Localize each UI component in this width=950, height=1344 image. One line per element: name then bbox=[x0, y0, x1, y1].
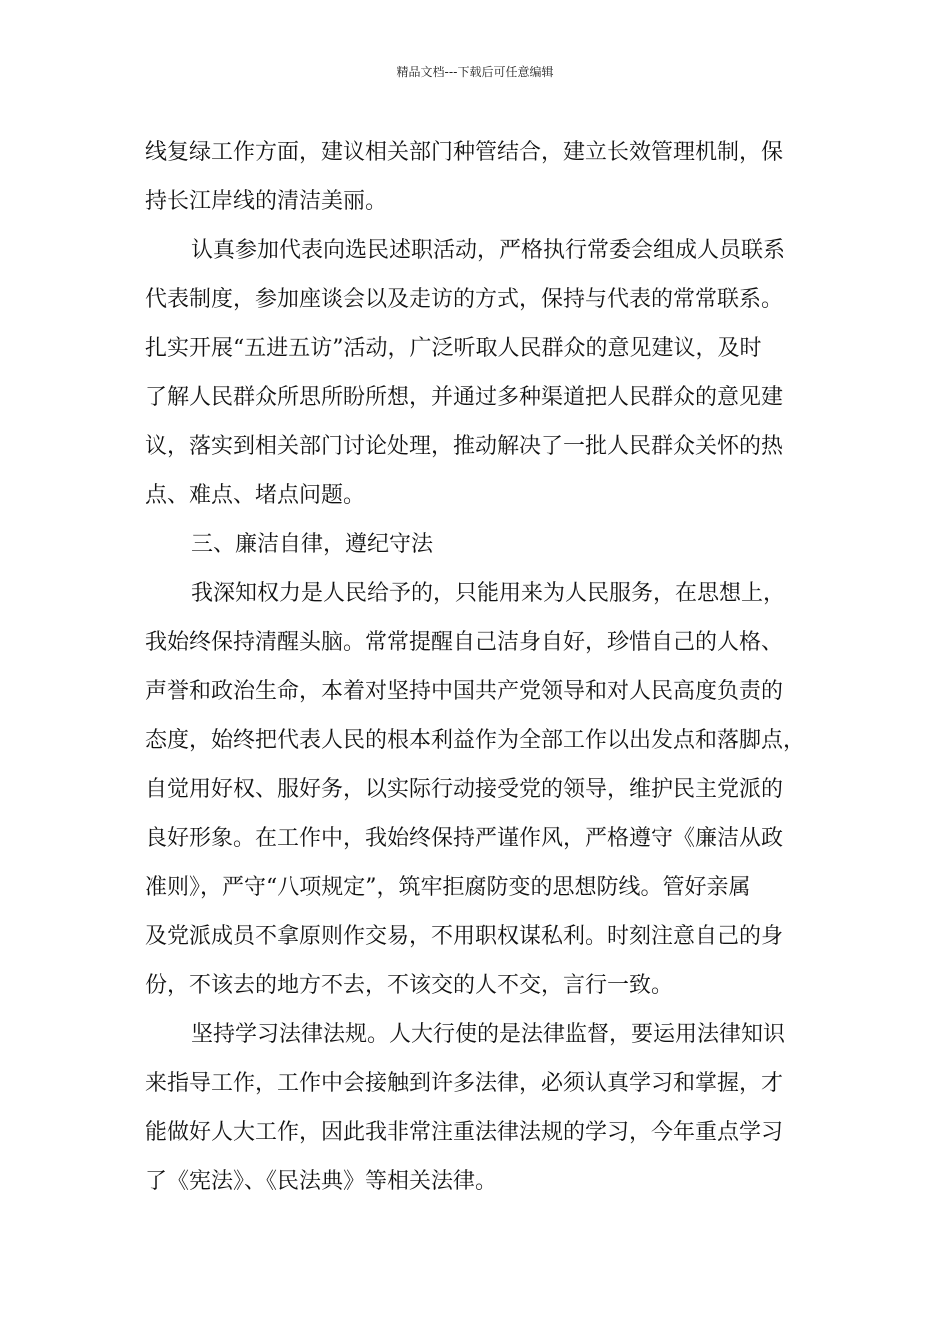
text-line: 代表制度，参加座谈会以及走访的方式，保持与代表的常常联系。 bbox=[145, 287, 784, 312]
text-line: 坚持学习法律法规。人大行使的是法律监督，要运用法律知识 bbox=[191, 1022, 786, 1047]
text-line: 我始终保持清醒头脑。常常提醒自己洁身自好，珍惜自己的人格、 bbox=[145, 630, 784, 655]
page-header: 精品文档---下载后可任意编辑 bbox=[396, 65, 554, 79]
text-line: 认真参加代表向选民述职活动，严格执行常委会组成人员联系 bbox=[191, 238, 786, 263]
text-line: 持长江岸线的清洁美丽。 bbox=[145, 189, 388, 214]
document-body bbox=[145, 128, 805, 1206]
text-line: 态度，始终把代表人民的根本利益作为全部工作以出发点和落脚点， bbox=[145, 728, 806, 753]
text-line: 点、难点、堵点问题。 bbox=[145, 483, 366, 508]
text-line: 声誉和政治生命，本着对坚持中国共产党领导和对人民高度负责的 bbox=[145, 679, 784, 704]
section-heading: 三、廉洁自律，遵纪守法 bbox=[191, 532, 434, 557]
text-line: 我深知权力是人民给予的，只能用来为人民服务，在思想上， bbox=[191, 581, 786, 606]
text-line: 能做好人大工作，因此我非常注重法律法规的学习，今年重点学习 bbox=[145, 1120, 784, 1145]
text-line: 线复绿工作方面，建议相关部门种管结合，建立长效管理机制，保 bbox=[145, 140, 784, 165]
text-line: 自觉用好权、服好务，以实际行动接受党的领导，维护民主党派的 bbox=[145, 777, 784, 802]
text-line: 及党派成员不拿原则作交易，不用职权谋私利。时刻注意自己的身 bbox=[145, 924, 784, 949]
text-line: 良好形象。在工作中，我始终保持严谨作风，严格遵守《廉洁从政 bbox=[145, 826, 784, 851]
text-line: 来指导工作，工作中会接触到许多法律，必须认真学习和掌握，才 bbox=[145, 1071, 784, 1096]
text-line: 准则》，严守“八项规定”，筑牢拒腐防变的思想防线。管好亲属 bbox=[145, 875, 751, 900]
text-line: 份，不该去的地方不去，不该交的人不交，言行一致。 bbox=[145, 973, 674, 998]
text-line: 扎实开展“五进五访”活动，广泛听取人民群众的意见建议，及时 bbox=[145, 336, 762, 361]
text-line: 了《宪法》、《民法典》等相关法律。 bbox=[145, 1169, 498, 1194]
text-line: 了解人民群众所思所盼所想，并通过多种渠道把人民群众的意见建 bbox=[145, 385, 784, 410]
text-line: 议，落实到相关部门讨论处理，推动解决了一批人民群众关怀的热 bbox=[145, 434, 784, 459]
